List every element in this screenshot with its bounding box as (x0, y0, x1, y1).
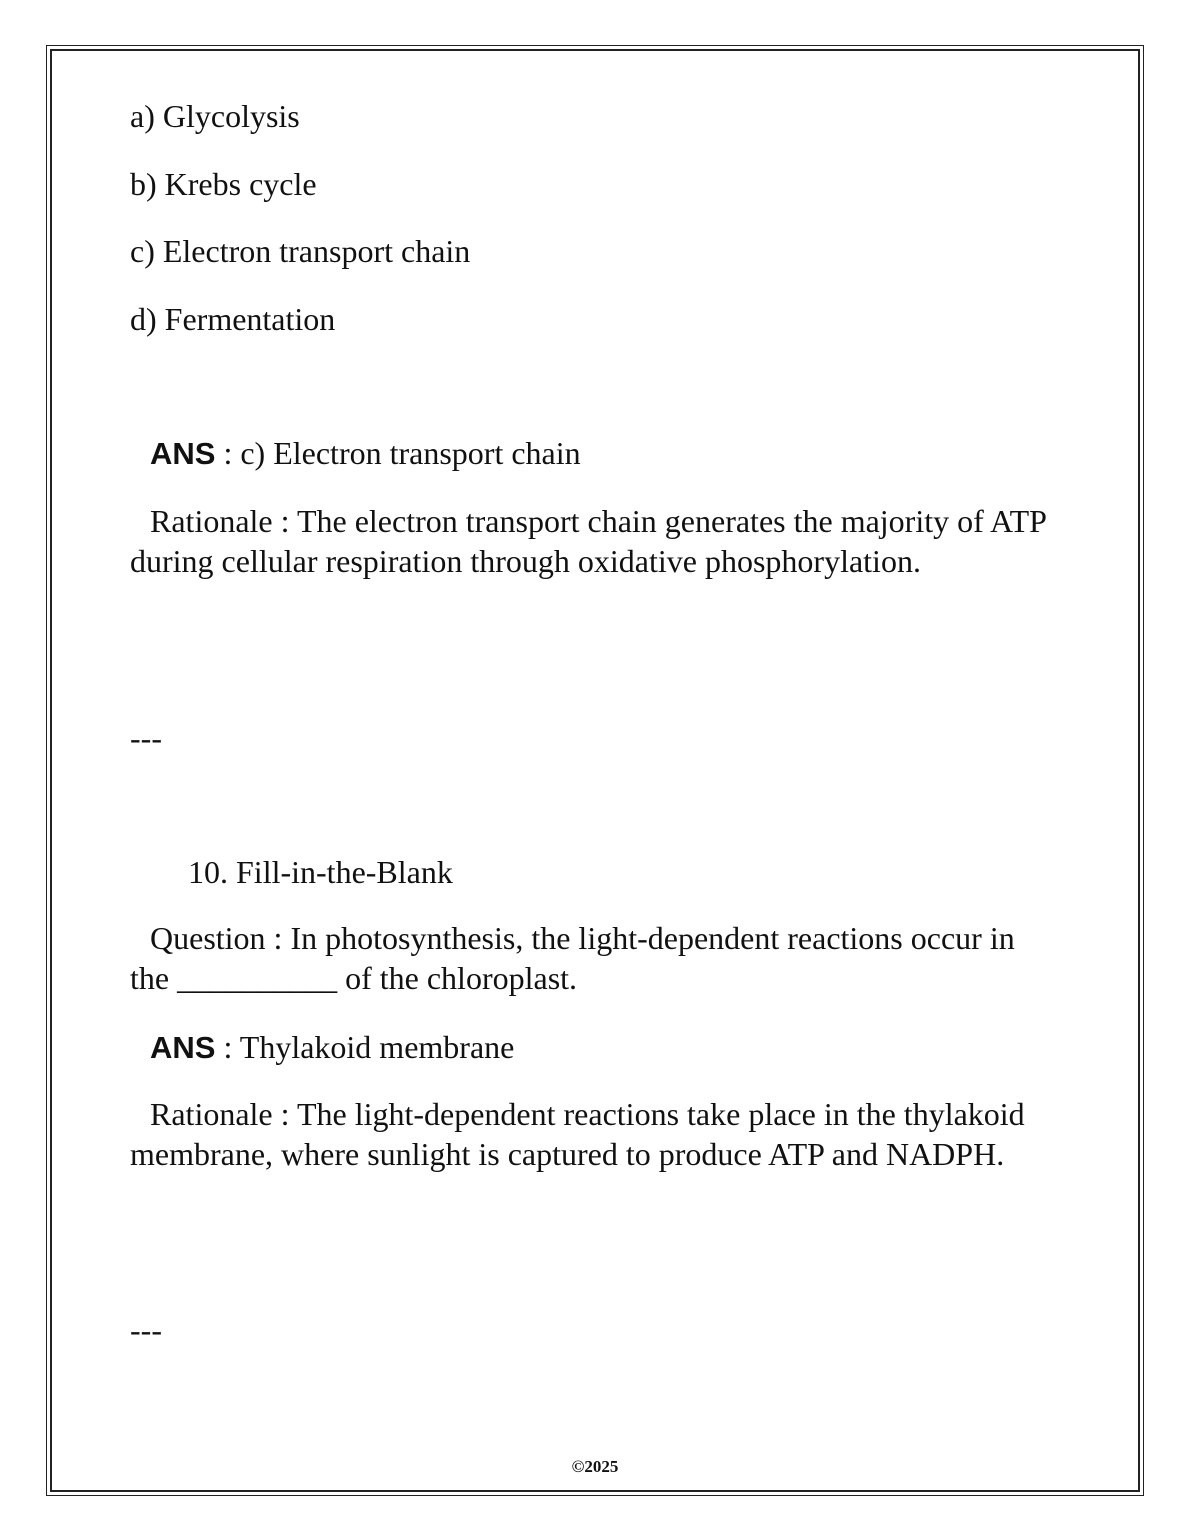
question-text: : In photosynthesis, the light-dependent reactions occur in the __________ of the chloroplast. (130, 920, 1015, 996)
separator: --- (130, 1312, 162, 1348)
answer-label: ANS (150, 1030, 216, 1065)
answer-q9 (150, 433, 581, 474)
separator: --- (130, 720, 162, 756)
copyright-footer: ©2025 (571, 1457, 619, 1476)
option-a: a) Glycolysis (130, 98, 300, 134)
answer-q10 (150, 1027, 514, 1068)
answer-text: : c) Electron transport chain (215, 435, 581, 471)
rationale-label: Rationale (150, 503, 273, 539)
option-b: b) Krebs cycle (130, 166, 317, 202)
rationale-q10 (130, 1094, 1050, 1174)
question-q10 (130, 918, 1050, 998)
rationale-q9 (130, 501, 1050, 581)
option-c: c) Electron transport chain (130, 233, 471, 269)
question-label: Question (150, 920, 266, 956)
rationale-label: Rationale (150, 1096, 273, 1132)
answer-text: : Thylakoid membrane (215, 1029, 515, 1065)
answer-label: ANS (150, 436, 216, 471)
option-d: d) Fermentation (130, 301, 336, 337)
question-heading: 10. Fill-in-the-Blank (188, 854, 453, 890)
rationale-text: : The electron transport chain generates the majority of ATP during cellular respiration through oxidative phosphorylation. (130, 503, 1046, 579)
rationale-text: : The light-dependent reactions take place in the thylakoid membrane, where sunlight is captured to produce ATP and NADPH. (130, 1096, 1025, 1172)
